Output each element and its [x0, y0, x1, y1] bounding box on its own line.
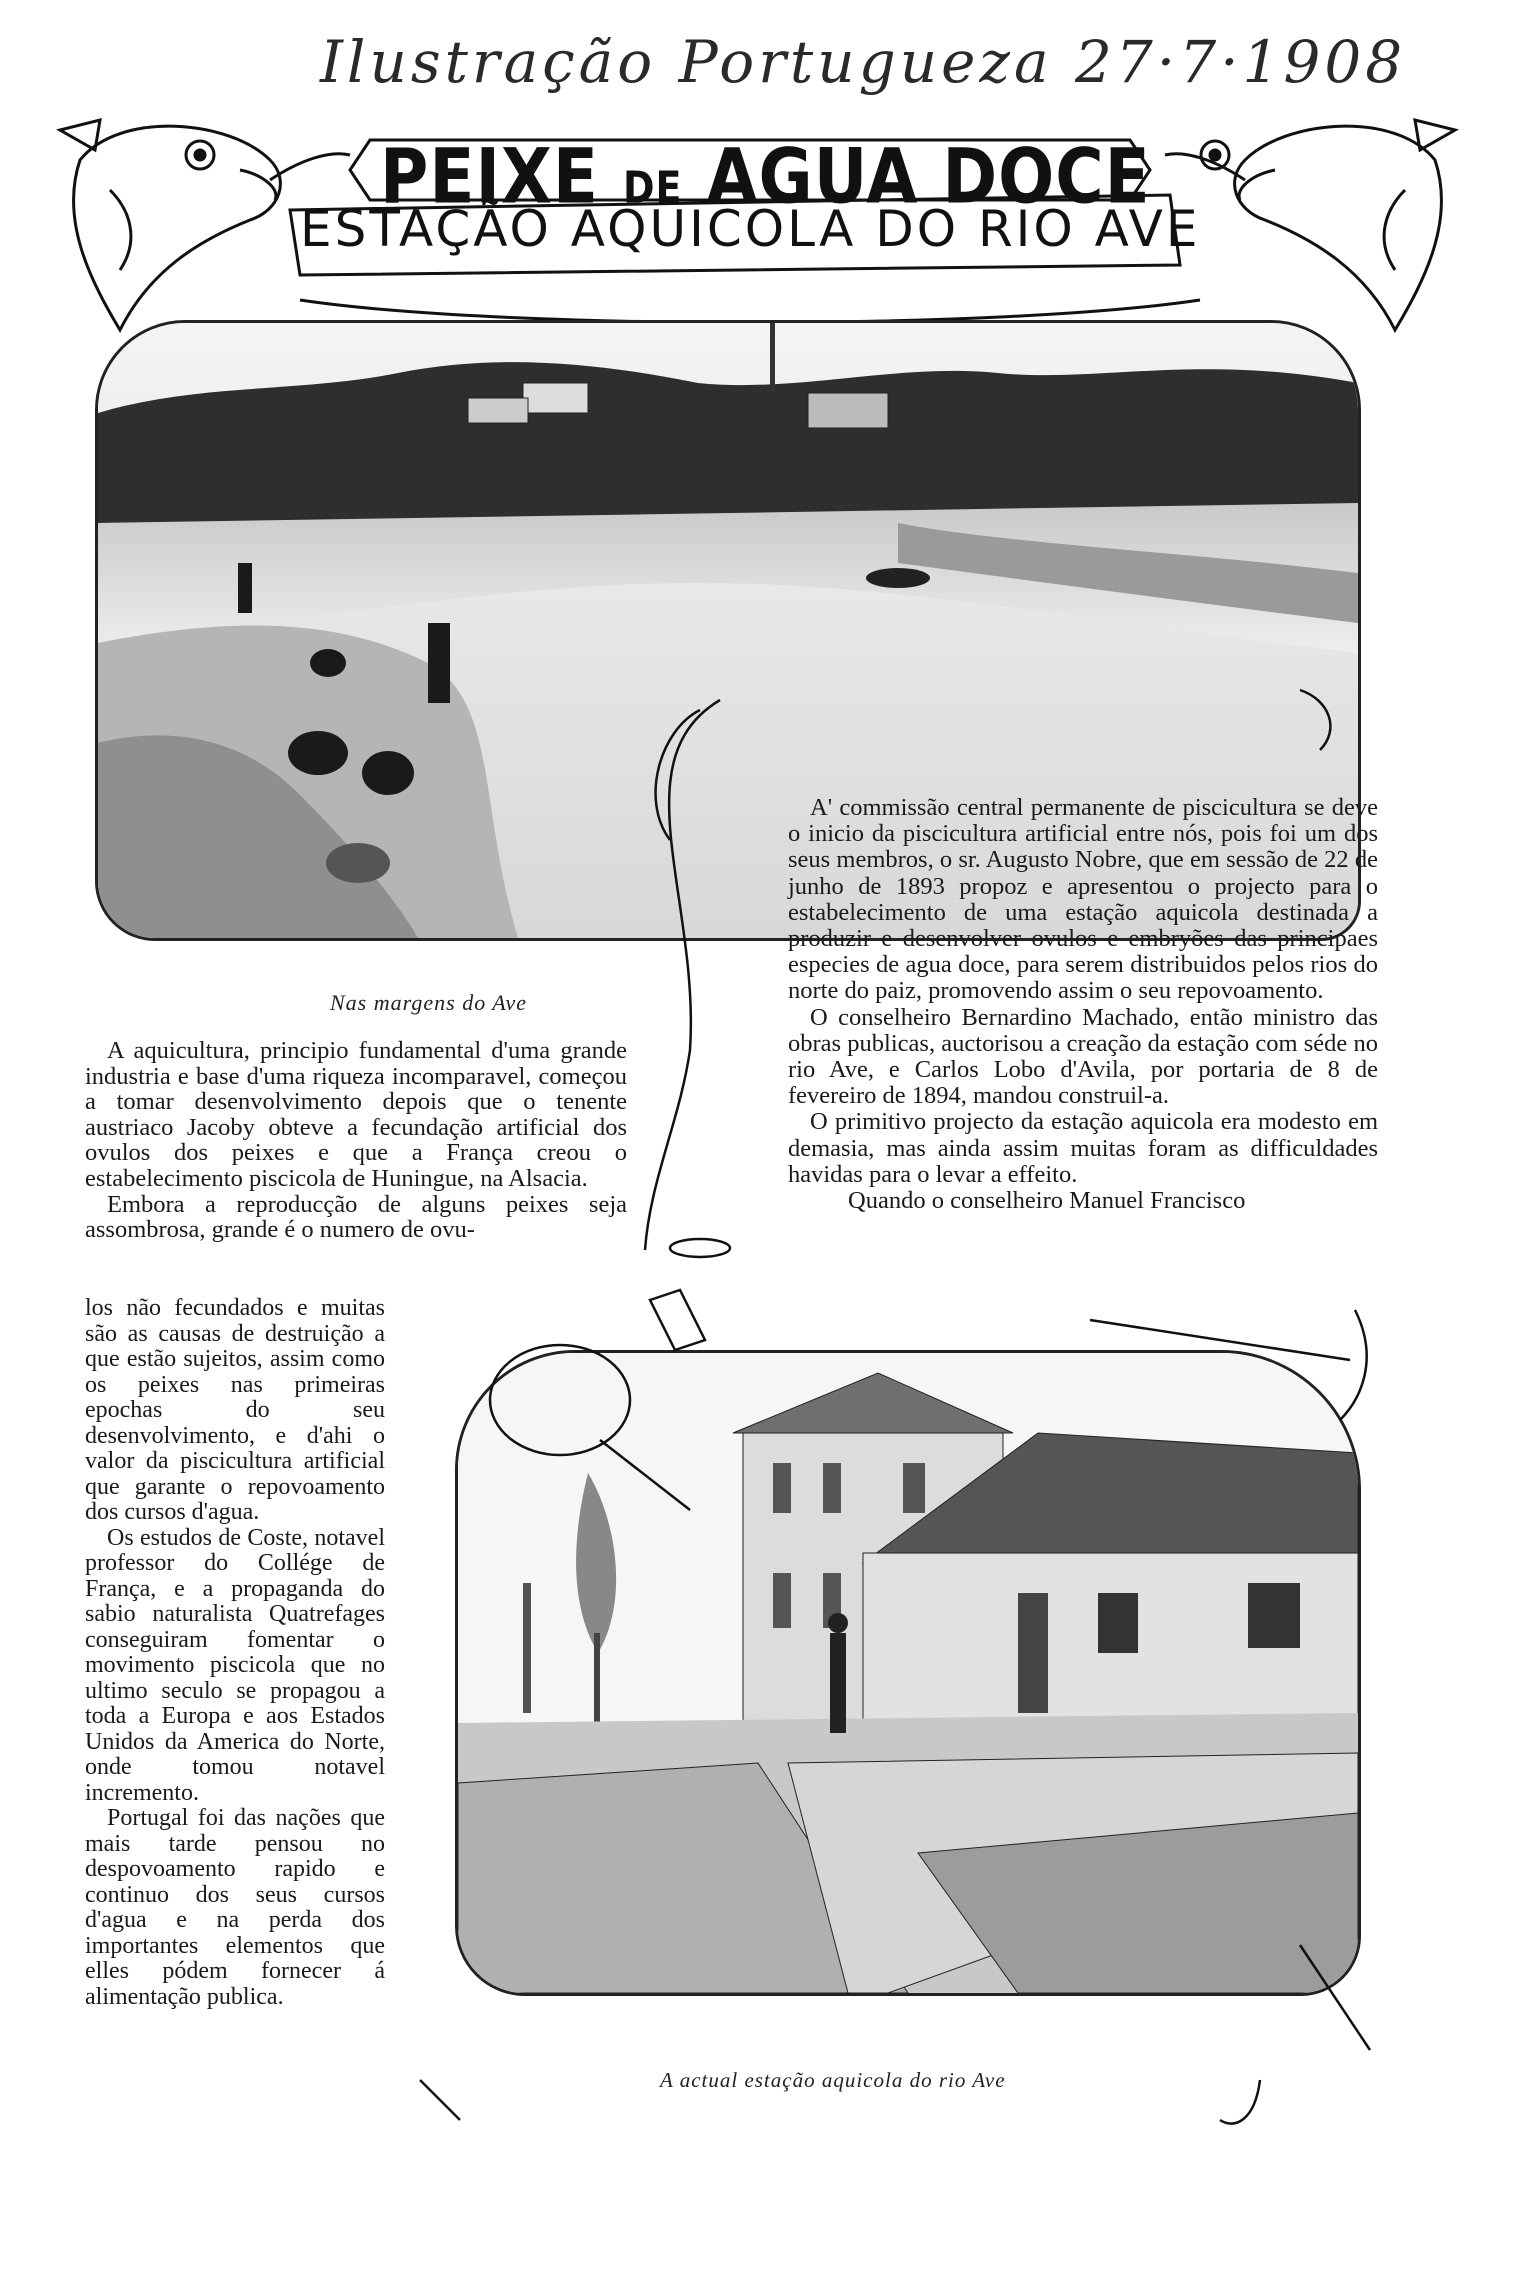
title-word-de: DE [622, 162, 683, 213]
aquaculture-station-image [458, 1353, 1358, 1993]
right-fish-illustration [1165, 120, 1455, 330]
title-word-peixe: PEIXE [380, 132, 599, 221]
river-photo-caption: Nas margens do Ave [330, 990, 528, 1015]
subtitle: ESTAÇÃO AQUICOLA DO RIO AVE [300, 200, 1201, 258]
right-column [788, 795, 1378, 1214]
paragraph: A' commissão central permanente de piscicultura se deve o inicio da piscicultura artificial entre nós, pois foi um dos seus membros, o sr. Augusto Nobre, que em sessão de 22 de junho de 1893 propoz e apresentou o projecto para o estabelecimento de uma estação aquicola destinada a produzir e desenvolver ovulos e embryões das principaes especies de agua doce, para serem distribuidos pelos rios do norte do paiz, promovendo assim o seu repovoamento. [788, 794, 1378, 1005]
paragraph: Portugal foi das nações que mais tarde pensou no despovoamento rapido e continuo dos seus cursos d'agua e na perda dos importantes elementos que elles pódem fornecer á alimentação publica. [85, 1805, 385, 2010]
paragraph: Embora a reproducção de alguns peixes seja assombrosa, grande é o numero de ovu- [85, 1190, 627, 1244]
paragraph: A aquicultura, principio fundamental d'uma grande industria e base d'uma riqueza incomparavel, começou a tomar desenvolvimento depois que o tenente austriaco Jacoby obteve a fecundação artificial dos ovulos dos peixes e que a França creou o estabelecimento piscicola de Huningue, na Alsacia. [85, 1037, 627, 1192]
paragraph: Os estudos de Coste, notavel professor do Collége de França, e a propaganda do sabio naturalista Quatrefages conseguiram fomentar o movimento piscicola que no ultimo seculo se propagou a toda a Europa e aos Estados Unidos da America do Norte, onde tomou notavel incremento. [85, 1524, 385, 1806]
title-word-agua-doce: AGUA DOCE [706, 132, 1151, 221]
left-column-narrow [85, 1296, 385, 2010]
paragraph: O primitivo projecto da estação aquicola era modesto em demasia, mas ainda assim muitas foram as difficuldades havidas para o levar a effeito. [788, 1108, 1378, 1188]
left-column-intro [85, 1038, 627, 1243]
paragraph: O conselheiro Bernardino Machado, então ministro das obras publicas, auctorisou a creação da estação com séde no rio Ave, e Carlos Lobo d'Avila, por portaria de 8 de fevereiro de 1894, mandou construil-a. [788, 1003, 1378, 1110]
paragraph: Quando o conselheiro Manuel Francisco [848, 1187, 1246, 1215]
station-photo [455, 1350, 1361, 1996]
paragraph: los não fecundados e muitas são as causas de destruição a que estão sujeitos, assim como os peixes nas primeiras epochas do seu desenvolvimento, e d'ahi o valor da piscicultura artificial que garante o repovoamento dos cursos d'agua. [85, 1295, 385, 1525]
handwritten-note: Ilustração Portugueza 27·7·1908 [320, 28, 1407, 96]
station-photo-caption: A actual estação aquicola do rio Ave [660, 2068, 1006, 2092]
